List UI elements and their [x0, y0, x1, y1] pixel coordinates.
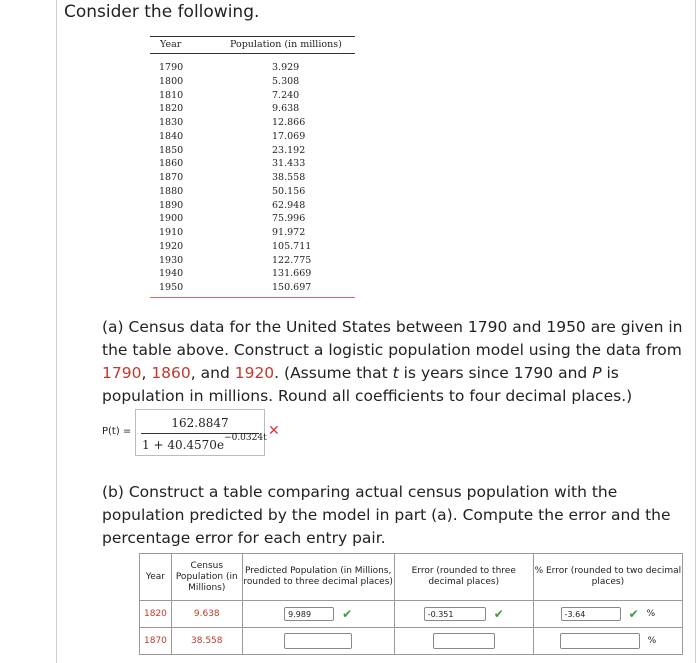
population-cell: 122.775 [272, 254, 312, 266]
table-row [140, 628, 683, 655]
pct-error-cell [533, 601, 682, 628]
numerator: 162.8847 [171, 416, 229, 430]
incorrect-icon: ✕ [268, 423, 280, 439]
population-cell: 12.866 [272, 117, 306, 128]
predicted-input[interactable]: 9.989 [284, 607, 334, 621]
error-column-header: Error (rounded to three decimal places) [394, 554, 533, 601]
year-1790: 1790 [102, 364, 142, 382]
table-row [150, 116, 355, 130]
year-cell: 1940 [159, 268, 184, 280]
population-cell: 75.996 [272, 213, 306, 225]
comparison-header-row [140, 554, 683, 601]
population-header: Population (in millions) [230, 39, 342, 50]
population-cell: 131.669 [272, 268, 312, 280]
table-row [150, 75, 355, 89]
part-a-text-2: . (Assume that [274, 364, 393, 382]
year-cell: 1950 [159, 282, 184, 293]
population-cell: 38.558 [272, 172, 306, 183]
percent-symbol: % [647, 636, 657, 646]
separator: , [141, 364, 152, 382]
population-cell: 5.308 [272, 75, 300, 87]
table-row [150, 144, 355, 158]
comparison-table [139, 553, 683, 655]
part-a-intro: (a) Census data for the United States between 1790 and 1950 are given in the table above. Construct a logistic population model using the data from [102, 318, 683, 359]
table-row [150, 226, 355, 240]
table-row [150, 61, 355, 75]
part-b-text: (b) Construct a table comparing actual census population with the population predicted by the model in part (a). Compute the error and the percentage error for each entry pair. [102, 483, 671, 547]
predicted-column-header: Predicted Population (in Millions, rounded to three decimal places) [242, 554, 394, 601]
check-icon: ✔ [493, 607, 504, 621]
census-table-body [150, 54, 355, 295]
population-cell: 31.433 [272, 158, 306, 170]
pct-error-input[interactable]: -3.64 [561, 607, 621, 621]
table-row [150, 240, 355, 254]
denominator [142, 433, 267, 452]
part-a-text [102, 316, 687, 408]
predicted-cell [242, 601, 394, 628]
pct-error-cell [533, 628, 682, 655]
population-cell: 17.069 [272, 130, 306, 142]
table-row [150, 254, 355, 268]
error-cell [394, 601, 533, 628]
population-cell: 50.156 [272, 185, 306, 197]
census-table [150, 36, 355, 298]
year-cell: 1890 [159, 199, 184, 211]
population-cell: 3.929 [272, 62, 300, 73]
year-cell: 1870 [159, 172, 184, 183]
census-table-header [150, 37, 355, 54]
percent-symbol: % [646, 609, 656, 619]
table-row [150, 199, 355, 213]
year-cell: 1810 [159, 89, 184, 101]
census-column-header: Census Population (in Millions) [171, 554, 242, 601]
pct-error-input[interactable] [560, 633, 640, 649]
population-cell: 7.240 [272, 89, 300, 101]
error-cell [394, 628, 533, 655]
population-cell: 150.697 [272, 282, 312, 293]
population-cell: 91.972 [272, 227, 306, 238]
year-cell: 1850 [159, 144, 184, 156]
check-icon: ✔ [628, 607, 639, 621]
table-row [150, 89, 355, 103]
year-cell: 1910 [159, 227, 184, 238]
row-year: 1820 [140, 601, 172, 628]
table-row [150, 102, 355, 116]
predicted-cell [242, 628, 394, 655]
variable-p: P [592, 364, 602, 382]
error-input[interactable]: -0.351 [424, 607, 486, 621]
year-1860: 1860 [151, 364, 191, 382]
exponent: −0.0324t [224, 433, 267, 443]
year-cell: 1900 [159, 213, 184, 225]
row-census: 9.638 [171, 601, 242, 628]
variable-t: t [392, 364, 399, 382]
table-row [150, 281, 355, 295]
population-cell: 105.711 [272, 240, 312, 252]
table-row [150, 185, 355, 199]
predicted-input[interactable] [284, 633, 352, 649]
table-row [150, 267, 355, 281]
year-cell: 1840 [159, 130, 184, 142]
table-bottom-rule [150, 297, 355, 298]
answer-label: P(t) = [102, 426, 132, 437]
part-a-text-3: is years since 1790 and [398, 364, 593, 382]
year-column-header: Year [140, 554, 172, 601]
row-year: 1870 [140, 628, 172, 655]
denominator-base: 1 + 40.4570e [142, 438, 225, 452]
separator: , and [190, 364, 235, 382]
population-cell: 23.192 [272, 144, 306, 156]
error-input[interactable] [433, 633, 495, 649]
year-cell: 1920 [159, 240, 184, 252]
year-cell: 1800 [159, 75, 184, 87]
population-cell: 9.638 [272, 103, 300, 115]
year-cell: 1790 [159, 62, 184, 73]
pct-error-column-header: % Error (rounded to two decimal places) [533, 554, 682, 601]
table-row [150, 130, 355, 144]
year-1920: 1920 [234, 364, 275, 382]
table-row [150, 157, 355, 171]
page-heading: Consider the following. [64, 2, 260, 22]
model-answer-input[interactable] [135, 409, 265, 456]
year-cell: 1860 [159, 158, 184, 170]
table-row [150, 212, 355, 226]
year-header: Year [160, 39, 182, 50]
year-cell: 1930 [159, 254, 184, 266]
table-row [150, 171, 355, 185]
year-cell: 1880 [159, 185, 184, 197]
row-census: 38.558 [171, 628, 242, 655]
year-cell: 1830 [159, 117, 184, 128]
check-icon: ✔ [342, 607, 353, 621]
year-cell: 1820 [159, 103, 184, 115]
population-cell: 62.948 [272, 199, 306, 211]
table-row [140, 601, 683, 628]
part-a-text-4: is population in millions. Round all coefficients to four decimal places.) [102, 364, 633, 405]
